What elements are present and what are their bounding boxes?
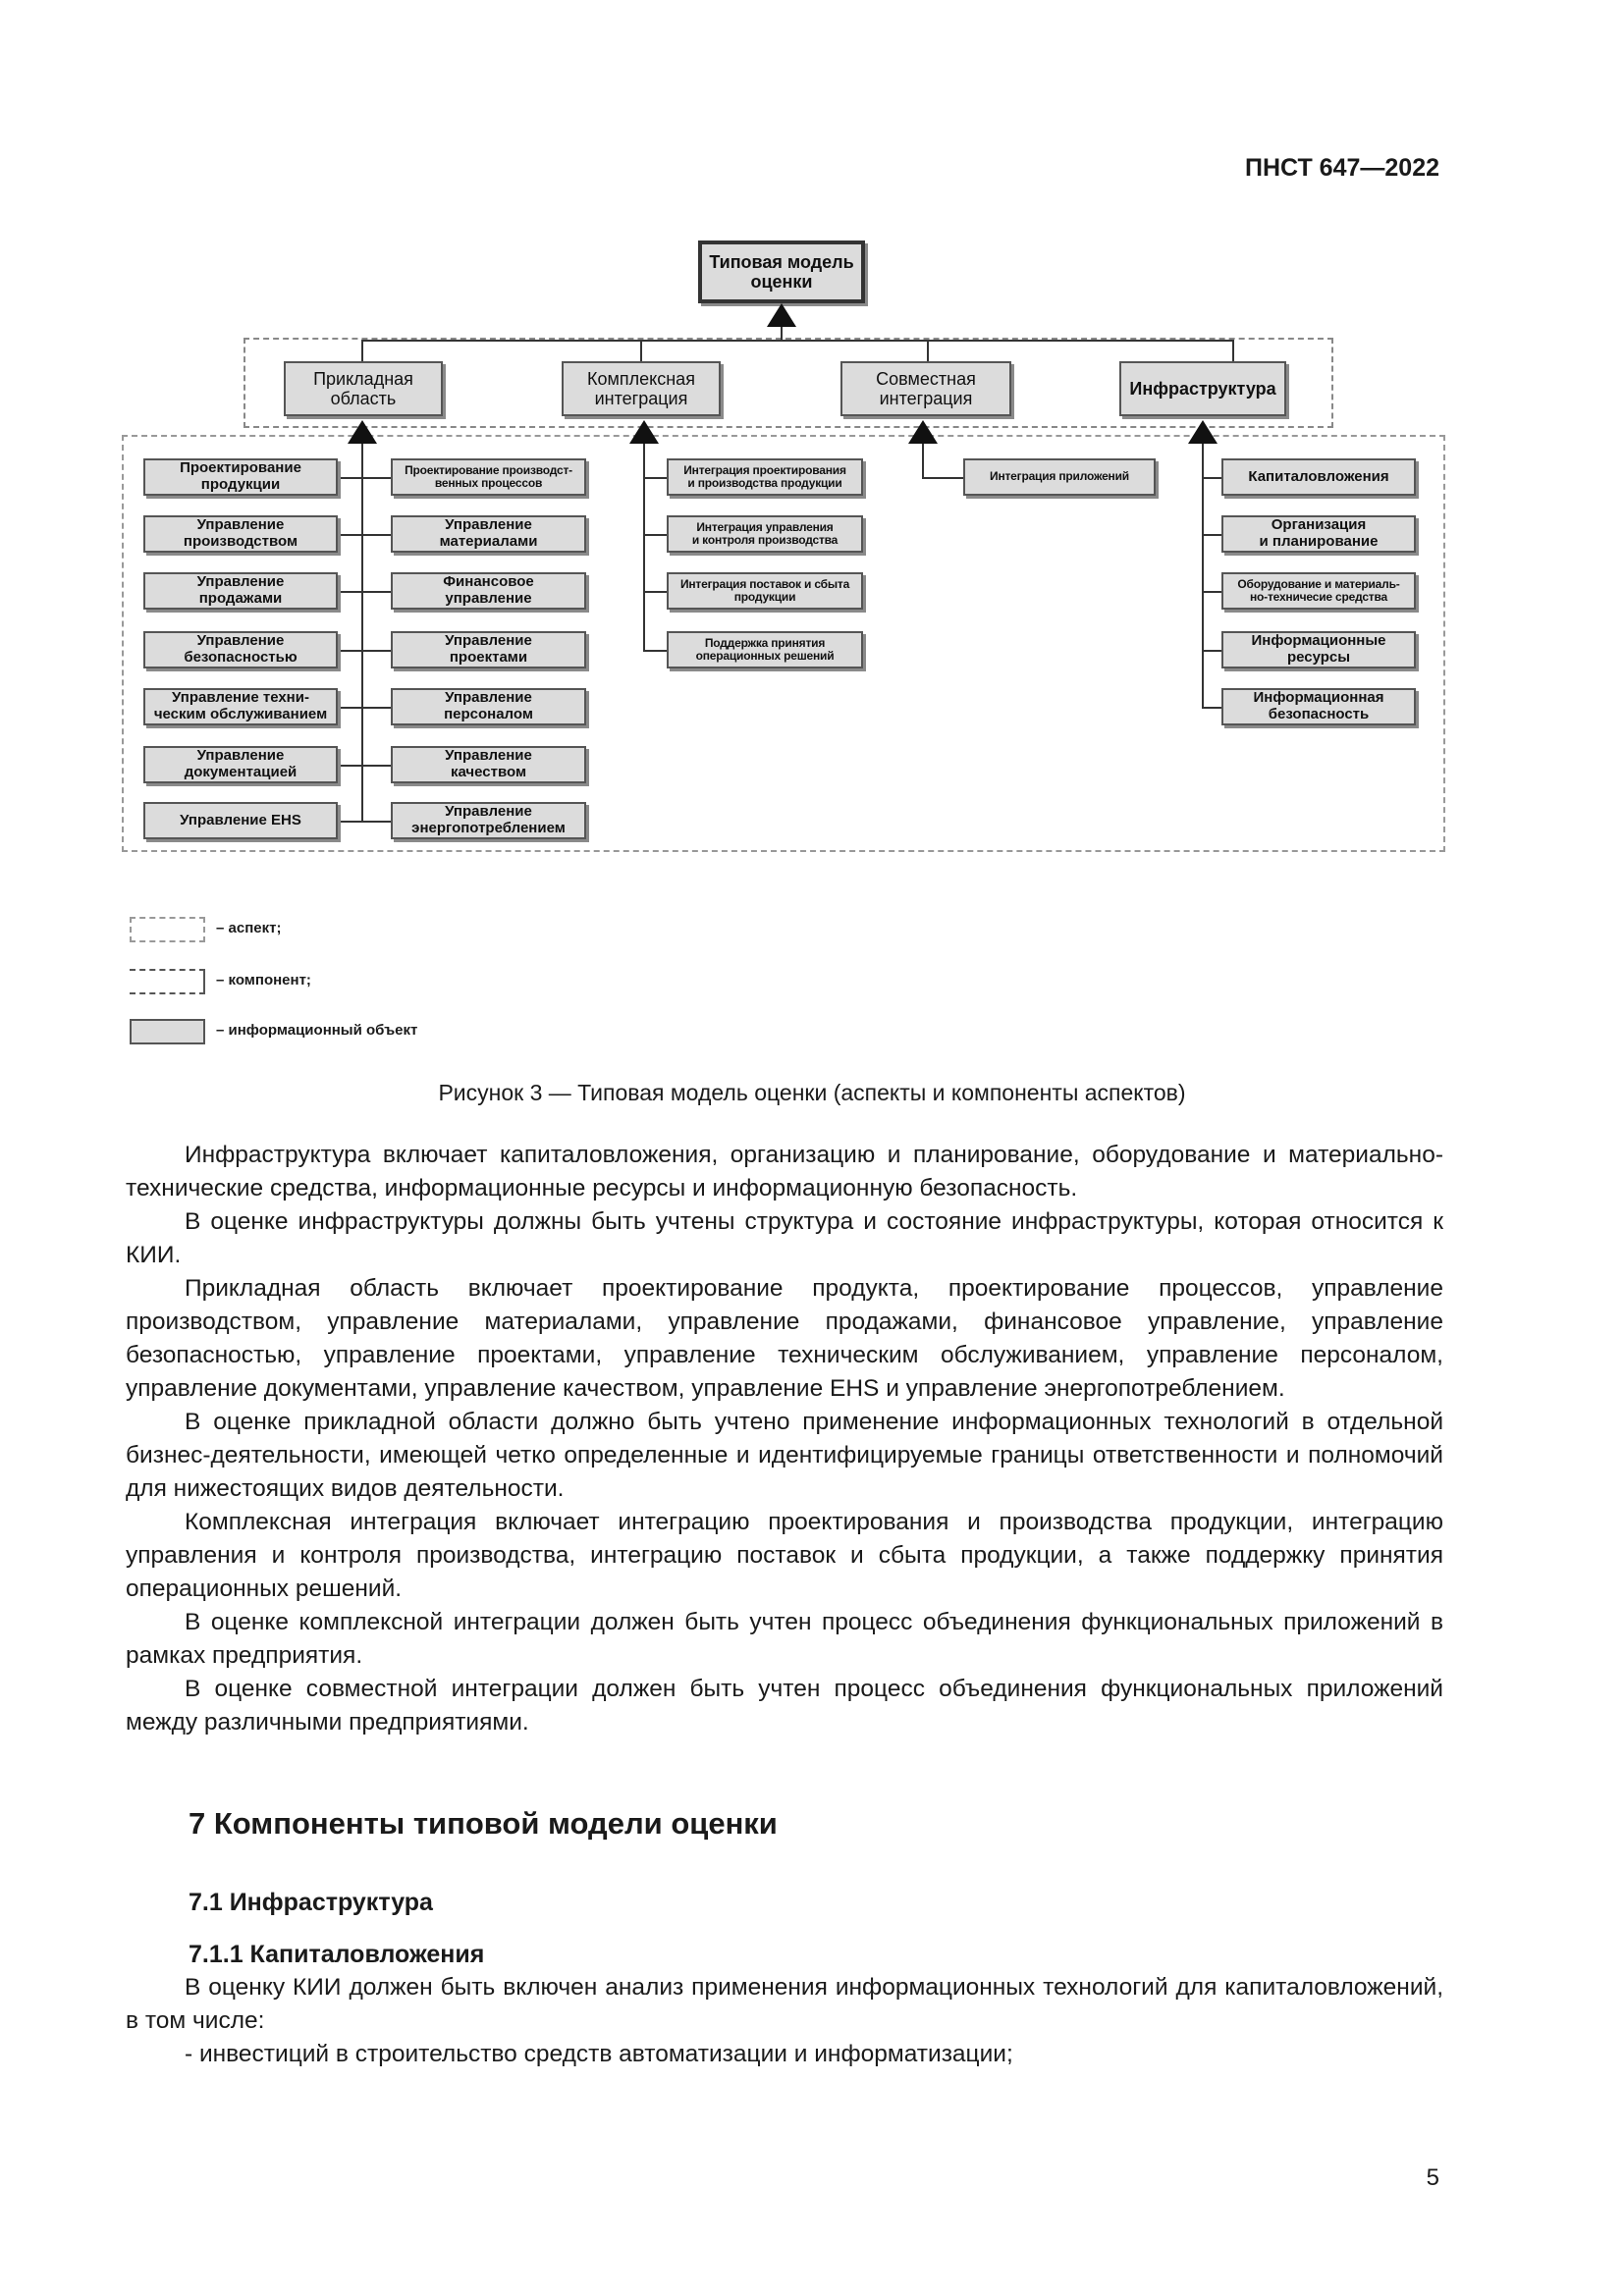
paragraph: В оценку КИИ должен быть включен анализ применения информационных технологий для капиталовложений, в том числе: <box>126 1974 1443 2034</box>
applied-item: Управление безопасностью <box>143 631 338 668</box>
document-code: ПНСТ 647—2022 <box>1245 154 1439 182</box>
applied-item: Проектирование производст- венных процессов <box>391 458 586 496</box>
joint-item: Интеграция приложений <box>963 458 1156 496</box>
aspect-applied-area: Прикладная область <box>284 361 443 416</box>
legend-aspect-label: – аспект; <box>216 920 282 936</box>
page-number: 5 <box>1426 2164 1439 2191</box>
applied-item: Управление продажами <box>143 572 338 610</box>
applied-item: Управление проектами <box>391 631 586 668</box>
infra-item: Информационная безопасность <box>1221 688 1416 725</box>
infra-item: Организация и планирование <box>1221 515 1416 553</box>
joint-arrow-icon <box>908 420 938 444</box>
section-text <box>126 1971 1443 2071</box>
legend-object-sample <box>130 1019 205 1044</box>
applied-item: Управление материалами <box>391 515 586 553</box>
applied-item: Управление энергопотреблением <box>391 802 586 839</box>
applied-item: Управление персоналом <box>391 688 586 725</box>
complex-item: Поддержка принятия операционных решений <box>667 631 863 668</box>
root-arrow-icon <box>767 303 796 327</box>
applied-item: Проектирование продукции <box>143 458 338 496</box>
legend-component-sample <box>130 969 205 994</box>
paragraph: - инвестиций в строительство средств автоматизации и информатизации; <box>185 2041 1013 2067</box>
infra-item: Капиталовложения <box>1221 458 1416 496</box>
subsection-heading: 7.1 Инфраструктура <box>189 1889 433 1916</box>
body-text <box>126 1139 1443 1739</box>
aspect-infrastructure: Инфраструктура <box>1119 361 1286 416</box>
applied-item: Управление производством <box>143 515 338 553</box>
applied-item: Управление документацией <box>143 746 338 783</box>
legend-object-label: – информационный объект <box>216 1022 418 1039</box>
applied-item: Финансовое управление <box>391 572 586 610</box>
paragraph: В оценке прикладной области должно быть учтено применение информационных технологий в отдельной бизнес-деятельности, имеющей четко определенные и идентифицируемые границы ответственности и полномочий для нижестоящих видов деятельности. <box>126 1409 1443 1502</box>
complex-arrow-icon <box>629 420 659 444</box>
figure-caption: Рисунок 3 — Типовая модель оценки (аспекты и компоненты аспектов) <box>438 1080 1186 1105</box>
subsubsection-heading: 7.1.1 Капиталовложения <box>189 1941 485 1968</box>
paragraph: В оценке комплексной интеграции должен быть учтен процесс объединения функциональных приложений в рамках предприятия. <box>126 1609 1443 1669</box>
complex-item: Интеграция поставок и сбыта продукции <box>667 572 863 610</box>
aspect-complex-integration: Комплексная интеграция <box>562 361 721 416</box>
legend-aspect-sample <box>130 917 205 942</box>
complex-item: Интеграция управления и контроля производства <box>667 515 863 553</box>
root-model-box: Типовая модель оценки <box>698 240 865 303</box>
applied-item: Управление техни- ческим обслуживанием <box>143 688 338 725</box>
infra-item: Информационные ресурсы <box>1221 631 1416 668</box>
applied-arrow-icon <box>348 420 377 444</box>
paragraph: Инфраструктура включает капиталовложения, организацию и планирование, оборудование и материально-технические средства, информационные ресурсы и информационную безопасность. <box>126 1142 1443 1201</box>
paragraph: В оценке совместной интеграции должен быть учтен процесс объединения функциональных приложений между различными предприятиями. <box>126 1676 1443 1735</box>
paragraph: Прикладная область включает проектирование продукта, проектирование процессов, управление производством, управление материалами, управление продажами, финансовое управление, управление безопасностью, управление проектами, управление техническим обслуживанием, управление персоналом, управление документами, управление качеством, управление EHS и управление энергопотреблением. <box>126 1275 1443 1402</box>
aspect-joint-integration: Совместная интеграция <box>840 361 1011 416</box>
complex-item: Интеграция проектирования и производства продукции <box>667 458 863 496</box>
applied-item: Управление EHS <box>143 802 338 839</box>
infra-item: Оборудование и материаль- но-техничесие средства <box>1221 572 1416 610</box>
paragraph: В оценке инфраструктуры должны быть учтены структура и состояние инфраструктуры, которая относится к КИИ. <box>126 1208 1443 1268</box>
applied-item: Управление качеством <box>391 746 586 783</box>
section-heading: 7 Компоненты типовой модели оценки <box>189 1806 778 1841</box>
legend-component-label: – компонент; <box>216 972 311 988</box>
infra-arrow-icon <box>1188 420 1218 444</box>
paragraph: Комплексная интеграция включает интеграцию проектирования и производства продукции, интеграцию управления и контроля производства, интеграцию поставок и сбыта продукции, а также поддержку принятия операционных решений. <box>126 1509 1443 1602</box>
